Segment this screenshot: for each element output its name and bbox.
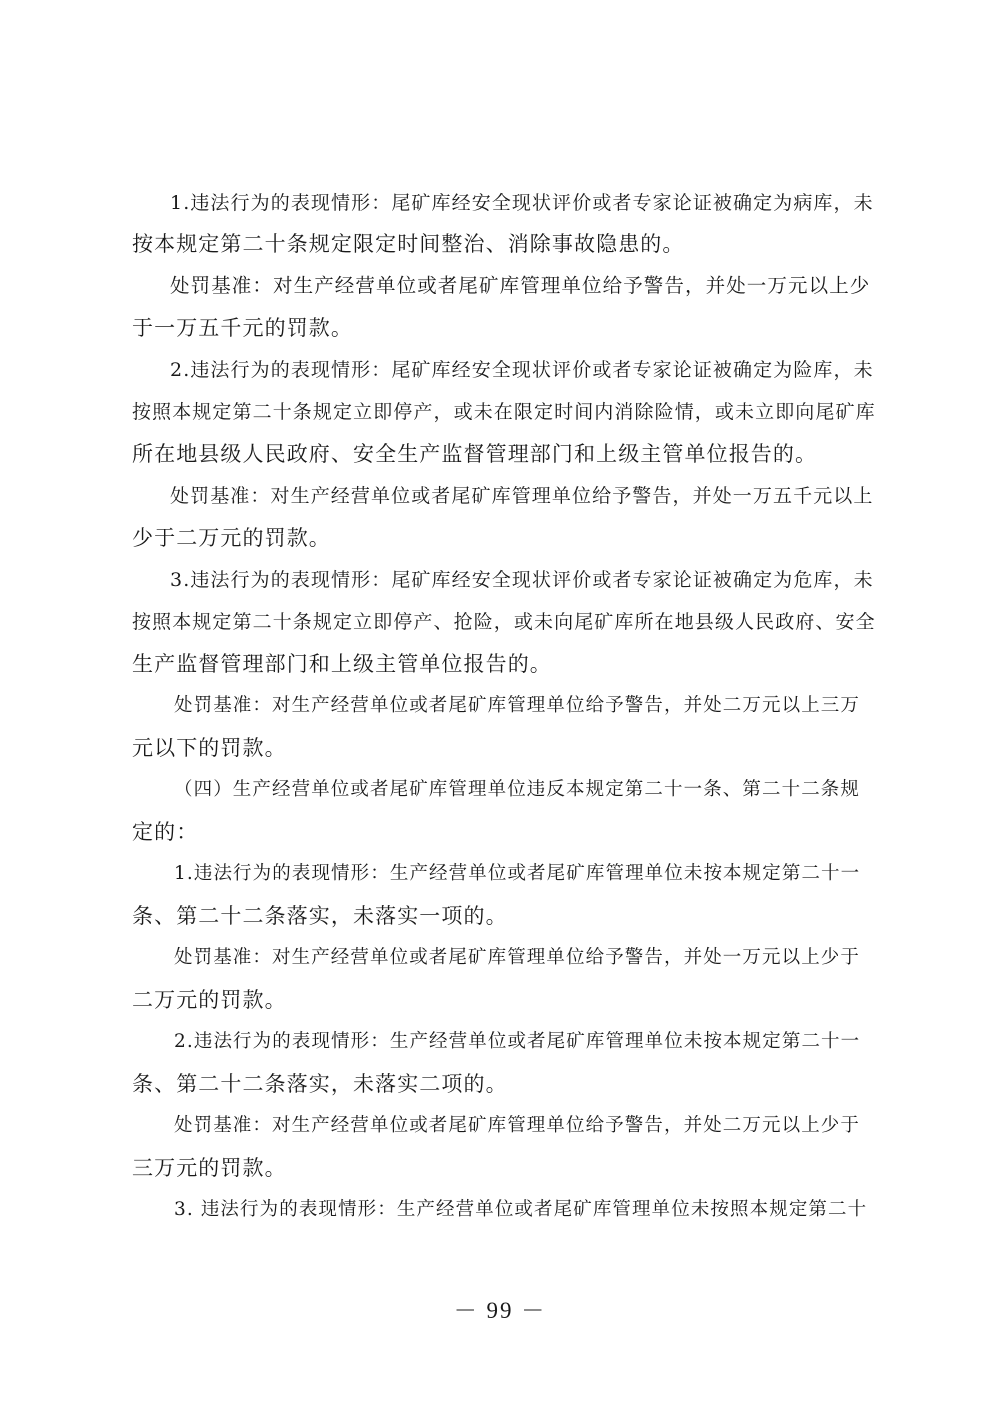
- text-line: 条、第二十二条落实，未落实一项的。: [132, 904, 508, 928]
- page-number: － 99 －: [453, 1298, 547, 1323]
- text-line: 于一万五千元的罚款。: [132, 316, 353, 340]
- section-heading: （四）生产经营单位或者尾矿库管理单位违反本规定第二十一条、第二十二条规: [174, 779, 861, 800]
- text-line: 1.违法行为的表现情形：生产经营单位或者尾矿库管理单位未按本规定第二十一: [174, 863, 861, 884]
- text-line: 处罚基准：对生产经营单位或者尾矿库管理单位给予警告，并处二万元以上少于: [174, 1115, 861, 1136]
- text-line: 二万元的罚款。: [132, 988, 287, 1012]
- text-line: 定的：: [132, 820, 199, 844]
- text-line: 按照本规定第二十条规定立即停产、抢险，或未向尾矿库所在地县级人民政府、安全: [132, 611, 876, 633]
- text-line: 元以下的罚款。: [132, 736, 287, 760]
- text-line: 生产监督管理部门和上级主管单位报告的。: [132, 652, 552, 676]
- text-line: 三万元的罚款。: [132, 1156, 287, 1180]
- text-line: 少于二万元的罚款。: [132, 526, 331, 550]
- text-line: 2.违法行为的表现情形：尾矿库经安全现状评价或者专家论证被确定为险库，未: [170, 359, 874, 381]
- text-line: 条、第二十二条落实，未落实二项的。: [132, 1072, 508, 1096]
- text-line: 处罚基准：对生产经营单位或者尾矿库管理单位给予警告，并处一万五千元以上: [170, 485, 874, 507]
- text-line: 处罚基准：对生产经营单位或者尾矿库管理单位给予警告，并处一万元以上少于: [174, 947, 861, 968]
- text-line: 处罚基准：对生产经营单位或者尾矿库管理单位给予警告，并处一万元以上少: [170, 274, 871, 297]
- text-line: 3. 违法行为的表现情形：生产经营单位或者尾矿库管理单位未按照本规定第二十: [174, 1199, 868, 1220]
- text-line: 按照本规定第二十条规定立即停产，或未在限定时间内消除险情，或未立即向尾矿库: [132, 401, 876, 423]
- text-line: 按本规定第二十条规定限定时间整治、消除事故隐患的。: [132, 232, 685, 256]
- text-line: 2.违法行为的表现情形：生产经营单位或者尾矿库管理单位未按本规定第二十一: [174, 1031, 861, 1052]
- text-line: 处罚基准：对生产经营单位或者尾矿库管理单位给予警告，并处二万元以上三万: [174, 695, 861, 716]
- text-line: 所在地县级人民政府、安全生产监督管理部门和上级主管单位报告的。: [132, 442, 818, 466]
- text-line: 1.违法行为的表现情形：尾矿库经安全现状评价或者专家论证被确定为病库，未: [170, 192, 874, 214]
- text-line: 3.违法行为的表现情形：尾矿库经安全现状评价或者专家论证被确定为危库，未: [170, 569, 874, 591]
